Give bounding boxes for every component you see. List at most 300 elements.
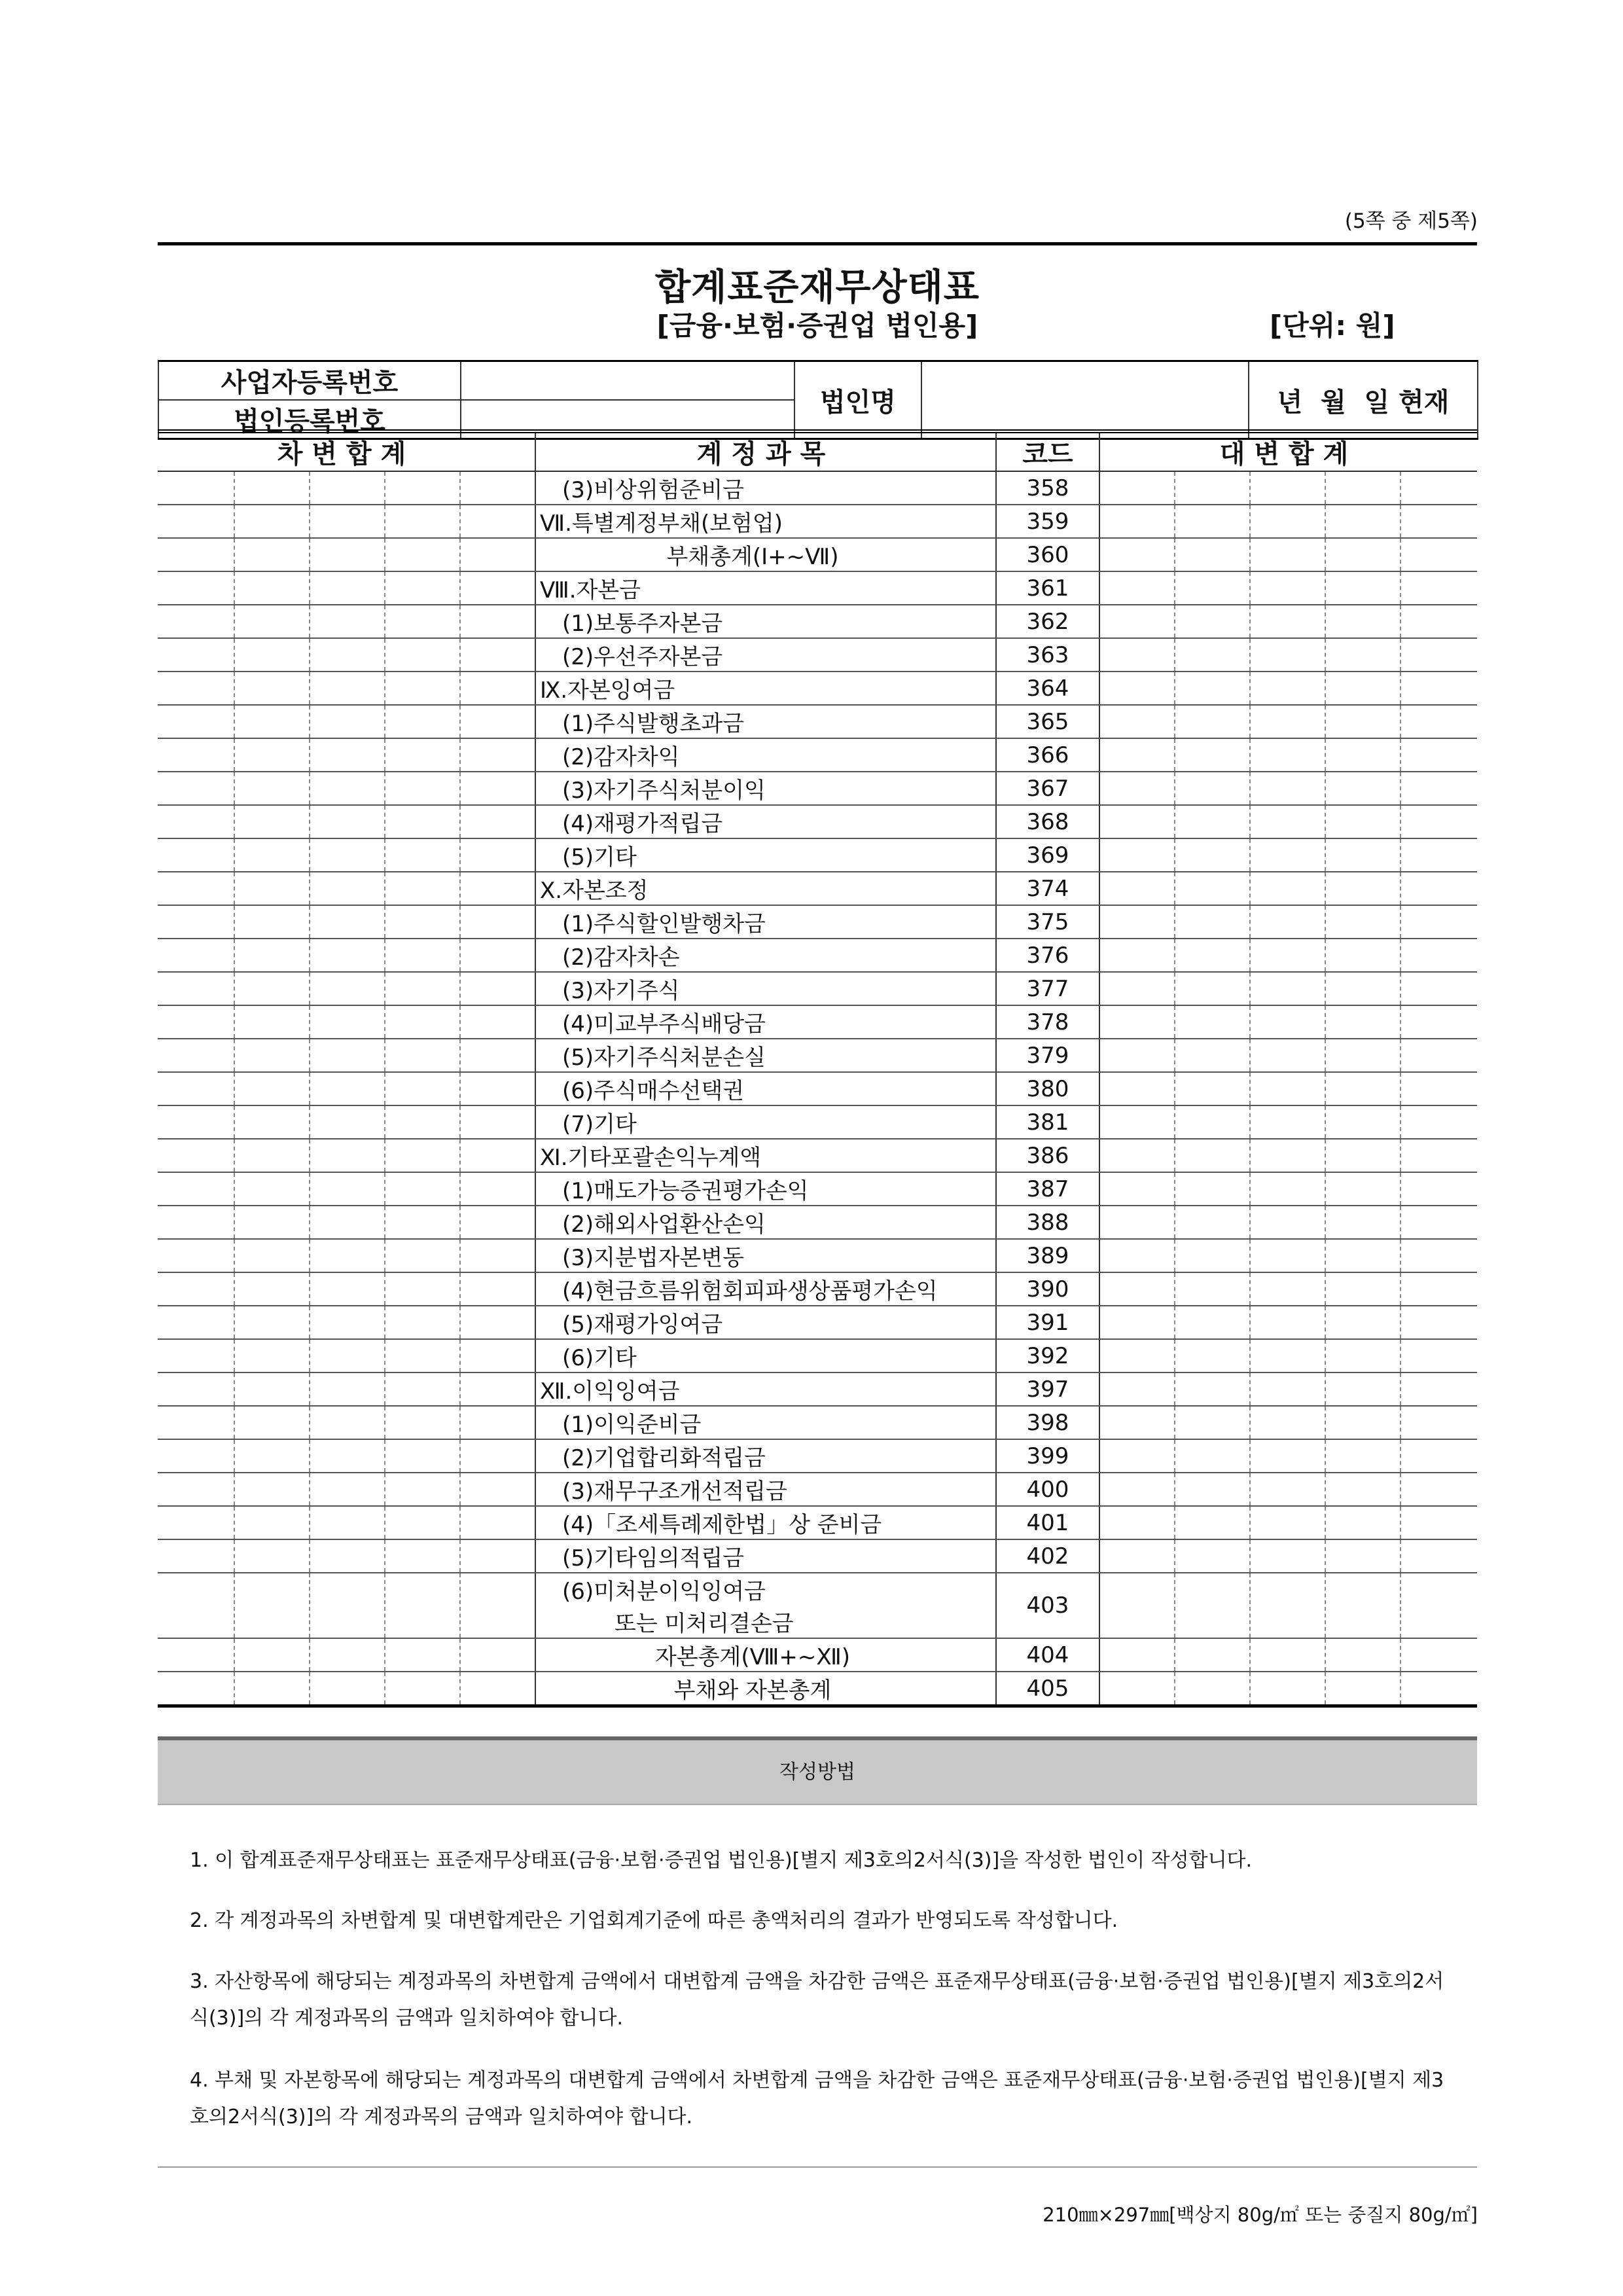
credit-amount-cell[interactable] bbox=[1325, 1638, 1400, 1672]
credit-amount-cell[interactable] bbox=[1250, 1172, 1325, 1206]
debit-amount-cell[interactable] bbox=[385, 505, 460, 538]
credit-amount-cell[interactable] bbox=[1400, 1105, 1477, 1139]
credit-amount-cell[interactable] bbox=[1175, 772, 1250, 805]
debit-amount-cell[interactable] bbox=[385, 738, 460, 772]
debit-amount-cell[interactable] bbox=[158, 1039, 234, 1072]
debit-amount-cell[interactable] bbox=[385, 1139, 460, 1172]
debit-amount-cell[interactable] bbox=[310, 872, 385, 905]
biz-reg-field[interactable] bbox=[461, 361, 794, 401]
debit-amount-cell[interactable] bbox=[460, 505, 535, 538]
credit-amount-cell[interactable] bbox=[1099, 838, 1175, 872]
debit-amount-cell[interactable] bbox=[158, 638, 234, 672]
debit-amount-cell[interactable] bbox=[385, 939, 460, 972]
credit-amount-cell[interactable] bbox=[1400, 1573, 1477, 1638]
debit-amount-cell[interactable] bbox=[234, 905, 310, 939]
debit-amount-cell[interactable] bbox=[234, 1139, 310, 1172]
credit-amount-cell[interactable] bbox=[1400, 1172, 1477, 1206]
debit-amount-cell[interactable] bbox=[158, 939, 234, 972]
credit-amount-cell[interactable] bbox=[1250, 1039, 1325, 1072]
credit-amount-cell[interactable] bbox=[1325, 805, 1400, 838]
credit-amount-cell[interactable] bbox=[1250, 1139, 1325, 1172]
credit-amount-cell[interactable] bbox=[1099, 805, 1175, 838]
debit-amount-cell[interactable] bbox=[385, 1439, 460, 1473]
debit-amount-cell[interactable] bbox=[158, 605, 234, 638]
credit-amount-cell[interactable] bbox=[1175, 1506, 1250, 1539]
credit-amount-cell[interactable] bbox=[1250, 1206, 1325, 1239]
credit-amount-cell[interactable] bbox=[1175, 838, 1250, 872]
credit-amount-cell[interactable] bbox=[1175, 1039, 1250, 1072]
debit-amount-cell[interactable] bbox=[385, 1506, 460, 1539]
credit-amount-cell[interactable] bbox=[1325, 1105, 1400, 1139]
credit-amount-cell[interactable] bbox=[1325, 538, 1400, 571]
credit-amount-cell[interactable] bbox=[1099, 638, 1175, 672]
debit-amount-cell[interactable] bbox=[158, 1139, 234, 1172]
credit-amount-cell[interactable] bbox=[1325, 1539, 1400, 1573]
debit-amount-cell[interactable] bbox=[234, 471, 310, 505]
credit-amount-cell[interactable] bbox=[1175, 905, 1250, 939]
credit-amount-cell[interactable] bbox=[1250, 1239, 1325, 1272]
credit-amount-cell[interactable] bbox=[1250, 638, 1325, 672]
credit-amount-cell[interactable] bbox=[1325, 1672, 1400, 1706]
debit-amount-cell[interactable] bbox=[460, 1005, 535, 1039]
credit-amount-cell[interactable] bbox=[1099, 1372, 1175, 1406]
credit-amount-cell[interactable] bbox=[1400, 1206, 1477, 1239]
debit-amount-cell[interactable] bbox=[158, 1573, 234, 1638]
debit-amount-cell[interactable] bbox=[234, 872, 310, 905]
debit-amount-cell[interactable] bbox=[158, 1539, 234, 1573]
credit-amount-cell[interactable] bbox=[1250, 505, 1325, 538]
debit-amount-cell[interactable] bbox=[158, 505, 234, 538]
debit-amount-cell[interactable] bbox=[158, 805, 234, 838]
credit-amount-cell[interactable] bbox=[1099, 1473, 1175, 1506]
credit-amount-cell[interactable] bbox=[1400, 872, 1477, 905]
debit-amount-cell[interactable] bbox=[310, 972, 385, 1005]
credit-amount-cell[interactable] bbox=[1099, 872, 1175, 905]
debit-amount-cell[interactable] bbox=[310, 838, 385, 872]
debit-amount-cell[interactable] bbox=[385, 1573, 460, 1638]
debit-amount-cell[interactable] bbox=[234, 1239, 310, 1272]
credit-amount-cell[interactable] bbox=[1400, 705, 1477, 738]
debit-amount-cell[interactable] bbox=[234, 1439, 310, 1473]
debit-amount-cell[interactable] bbox=[310, 538, 385, 571]
credit-amount-cell[interactable] bbox=[1099, 1672, 1175, 1706]
debit-amount-cell[interactable] bbox=[158, 1506, 234, 1539]
credit-amount-cell[interactable] bbox=[1325, 1573, 1400, 1638]
credit-amount-cell[interactable] bbox=[1325, 672, 1400, 705]
debit-amount-cell[interactable] bbox=[234, 1072, 310, 1105]
debit-amount-cell[interactable] bbox=[234, 605, 310, 638]
debit-amount-cell[interactable] bbox=[385, 972, 460, 1005]
credit-amount-cell[interactable] bbox=[1400, 1506, 1477, 1539]
credit-amount-cell[interactable] bbox=[1400, 838, 1477, 872]
debit-amount-cell[interactable] bbox=[460, 1473, 535, 1506]
credit-amount-cell[interactable] bbox=[1325, 905, 1400, 939]
credit-amount-cell[interactable] bbox=[1250, 1005, 1325, 1039]
credit-amount-cell[interactable] bbox=[1400, 605, 1477, 638]
debit-amount-cell[interactable] bbox=[158, 1072, 234, 1105]
debit-amount-cell[interactable] bbox=[385, 1206, 460, 1239]
debit-amount-cell[interactable] bbox=[310, 1339, 385, 1372]
debit-amount-cell[interactable] bbox=[385, 1172, 460, 1206]
credit-amount-cell[interactable] bbox=[1400, 1239, 1477, 1272]
debit-amount-cell[interactable] bbox=[158, 538, 234, 571]
credit-amount-cell[interactable] bbox=[1099, 672, 1175, 705]
debit-amount-cell[interactable] bbox=[385, 872, 460, 905]
debit-amount-cell[interactable] bbox=[385, 1638, 460, 1672]
debit-amount-cell[interactable] bbox=[460, 1638, 535, 1672]
debit-amount-cell[interactable] bbox=[310, 1406, 385, 1439]
credit-amount-cell[interactable] bbox=[1400, 1005, 1477, 1039]
debit-amount-cell[interactable] bbox=[460, 905, 535, 939]
debit-amount-cell[interactable] bbox=[310, 1638, 385, 1672]
credit-amount-cell[interactable] bbox=[1400, 1406, 1477, 1439]
credit-amount-cell[interactable] bbox=[1099, 1139, 1175, 1172]
credit-amount-cell[interactable] bbox=[1400, 1672, 1477, 1706]
credit-amount-cell[interactable] bbox=[1175, 1573, 1250, 1638]
credit-amount-cell[interactable] bbox=[1250, 838, 1325, 872]
debit-amount-cell[interactable] bbox=[310, 471, 385, 505]
credit-amount-cell[interactable] bbox=[1175, 538, 1250, 571]
credit-amount-cell[interactable] bbox=[1175, 505, 1250, 538]
credit-amount-cell[interactable] bbox=[1099, 1039, 1175, 1072]
credit-amount-cell[interactable] bbox=[1099, 1105, 1175, 1139]
debit-amount-cell[interactable] bbox=[385, 905, 460, 939]
debit-amount-cell[interactable] bbox=[310, 571, 385, 605]
debit-amount-cell[interactable] bbox=[234, 1638, 310, 1672]
credit-amount-cell[interactable] bbox=[1099, 1239, 1175, 1272]
debit-amount-cell[interactable] bbox=[158, 1672, 234, 1706]
debit-amount-cell[interactable] bbox=[310, 605, 385, 638]
credit-amount-cell[interactable] bbox=[1175, 1473, 1250, 1506]
debit-amount-cell[interactable] bbox=[460, 1672, 535, 1706]
credit-amount-cell[interactable] bbox=[1325, 972, 1400, 1005]
credit-amount-cell[interactable] bbox=[1325, 1506, 1400, 1539]
debit-amount-cell[interactable] bbox=[310, 1139, 385, 1172]
credit-amount-cell[interactable] bbox=[1400, 738, 1477, 772]
debit-amount-cell[interactable] bbox=[158, 1272, 234, 1306]
debit-amount-cell[interactable] bbox=[460, 805, 535, 838]
debit-amount-cell[interactable] bbox=[234, 672, 310, 705]
credit-amount-cell[interactable] bbox=[1175, 1672, 1250, 1706]
credit-amount-cell[interactable] bbox=[1325, 1139, 1400, 1172]
credit-amount-cell[interactable] bbox=[1325, 1172, 1400, 1206]
credit-amount-cell[interactable] bbox=[1250, 1105, 1325, 1139]
debit-amount-cell[interactable] bbox=[385, 772, 460, 805]
credit-amount-cell[interactable] bbox=[1099, 1506, 1175, 1539]
debit-amount-cell[interactable] bbox=[234, 1406, 310, 1439]
debit-amount-cell[interactable] bbox=[234, 805, 310, 838]
credit-amount-cell[interactable] bbox=[1175, 1072, 1250, 1105]
credit-amount-cell[interactable] bbox=[1325, 1005, 1400, 1039]
credit-amount-cell[interactable] bbox=[1250, 672, 1325, 705]
debit-amount-cell[interactable] bbox=[310, 805, 385, 838]
credit-amount-cell[interactable] bbox=[1400, 1039, 1477, 1072]
debit-amount-cell[interactable] bbox=[234, 1539, 310, 1573]
credit-amount-cell[interactable] bbox=[1175, 1239, 1250, 1272]
debit-amount-cell[interactable] bbox=[310, 1005, 385, 1039]
credit-amount-cell[interactable] bbox=[1325, 1239, 1400, 1272]
corp-name-field[interactable] bbox=[921, 361, 1249, 439]
credit-amount-cell[interactable] bbox=[1400, 772, 1477, 805]
credit-amount-cell[interactable] bbox=[1325, 738, 1400, 772]
credit-amount-cell[interactable] bbox=[1250, 1638, 1325, 1672]
debit-amount-cell[interactable] bbox=[310, 939, 385, 972]
credit-amount-cell[interactable] bbox=[1099, 972, 1175, 1005]
credit-amount-cell[interactable] bbox=[1325, 1339, 1400, 1372]
debit-amount-cell[interactable] bbox=[234, 838, 310, 872]
credit-amount-cell[interactable] bbox=[1250, 1473, 1325, 1506]
debit-amount-cell[interactable] bbox=[385, 672, 460, 705]
debit-amount-cell[interactable] bbox=[460, 471, 535, 505]
debit-amount-cell[interactable] bbox=[158, 471, 234, 505]
debit-amount-cell[interactable] bbox=[460, 705, 535, 738]
debit-amount-cell[interactable] bbox=[158, 1206, 234, 1239]
credit-amount-cell[interactable] bbox=[1250, 905, 1325, 939]
credit-amount-cell[interactable] bbox=[1325, 1406, 1400, 1439]
debit-amount-cell[interactable] bbox=[460, 1139, 535, 1172]
debit-amount-cell[interactable] bbox=[385, 1406, 460, 1439]
debit-amount-cell[interactable] bbox=[310, 905, 385, 939]
debit-amount-cell[interactable] bbox=[460, 605, 535, 638]
credit-amount-cell[interactable] bbox=[1400, 571, 1477, 605]
credit-amount-cell[interactable] bbox=[1250, 1272, 1325, 1306]
credit-amount-cell[interactable] bbox=[1175, 1272, 1250, 1306]
debit-amount-cell[interactable] bbox=[310, 1239, 385, 1272]
debit-amount-cell[interactable] bbox=[234, 1506, 310, 1539]
credit-amount-cell[interactable] bbox=[1175, 1306, 1250, 1339]
credit-amount-cell[interactable] bbox=[1325, 1372, 1400, 1406]
debit-amount-cell[interactable] bbox=[460, 1339, 535, 1372]
debit-amount-cell[interactable] bbox=[234, 571, 310, 605]
debit-amount-cell[interactable] bbox=[158, 1372, 234, 1406]
debit-amount-cell[interactable] bbox=[460, 738, 535, 772]
credit-amount-cell[interactable] bbox=[1099, 1206, 1175, 1239]
debit-amount-cell[interactable] bbox=[234, 538, 310, 571]
credit-amount-cell[interactable] bbox=[1400, 1638, 1477, 1672]
debit-amount-cell[interactable] bbox=[310, 1672, 385, 1706]
credit-amount-cell[interactable] bbox=[1250, 772, 1325, 805]
credit-amount-cell[interactable] bbox=[1099, 1272, 1175, 1306]
credit-amount-cell[interactable] bbox=[1325, 1272, 1400, 1306]
credit-amount-cell[interactable] bbox=[1250, 1406, 1325, 1439]
credit-amount-cell[interactable] bbox=[1250, 1506, 1325, 1539]
debit-amount-cell[interactable] bbox=[234, 738, 310, 772]
credit-amount-cell[interactable] bbox=[1175, 1139, 1250, 1172]
credit-amount-cell[interactable] bbox=[1325, 838, 1400, 872]
credit-amount-cell[interactable] bbox=[1175, 1206, 1250, 1239]
debit-amount-cell[interactable] bbox=[158, 1406, 234, 1439]
debit-amount-cell[interactable] bbox=[385, 838, 460, 872]
credit-amount-cell[interactable] bbox=[1400, 972, 1477, 1005]
debit-amount-cell[interactable] bbox=[460, 838, 535, 872]
credit-amount-cell[interactable] bbox=[1400, 939, 1477, 972]
debit-amount-cell[interactable] bbox=[310, 1539, 385, 1573]
credit-amount-cell[interactable] bbox=[1400, 1439, 1477, 1473]
credit-amount-cell[interactable] bbox=[1400, 1473, 1477, 1506]
debit-amount-cell[interactable] bbox=[460, 1539, 535, 1573]
credit-amount-cell[interactable] bbox=[1400, 905, 1477, 939]
debit-amount-cell[interactable] bbox=[385, 1072, 460, 1105]
credit-amount-cell[interactable] bbox=[1325, 571, 1400, 605]
debit-amount-cell[interactable] bbox=[310, 1105, 385, 1139]
debit-amount-cell[interactable] bbox=[460, 1206, 535, 1239]
credit-amount-cell[interactable] bbox=[1175, 805, 1250, 838]
credit-amount-cell[interactable] bbox=[1325, 605, 1400, 638]
debit-amount-cell[interactable] bbox=[460, 1272, 535, 1306]
debit-amount-cell[interactable] bbox=[460, 1239, 535, 1272]
debit-amount-cell[interactable] bbox=[234, 1372, 310, 1406]
credit-amount-cell[interactable] bbox=[1099, 705, 1175, 738]
debit-amount-cell[interactable] bbox=[234, 1206, 310, 1239]
credit-amount-cell[interactable] bbox=[1400, 538, 1477, 571]
debit-amount-cell[interactable] bbox=[460, 1439, 535, 1473]
credit-amount-cell[interactable] bbox=[1325, 471, 1400, 505]
debit-amount-cell[interactable] bbox=[460, 1506, 535, 1539]
debit-amount-cell[interactable] bbox=[460, 972, 535, 1005]
credit-amount-cell[interactable] bbox=[1175, 1439, 1250, 1473]
credit-amount-cell[interactable] bbox=[1175, 471, 1250, 505]
debit-amount-cell[interactable] bbox=[158, 1473, 234, 1506]
debit-amount-cell[interactable] bbox=[310, 1272, 385, 1306]
credit-amount-cell[interactable] bbox=[1099, 772, 1175, 805]
debit-amount-cell[interactable] bbox=[158, 1638, 234, 1672]
debit-amount-cell[interactable] bbox=[385, 605, 460, 638]
debit-amount-cell[interactable] bbox=[158, 872, 234, 905]
credit-amount-cell[interactable] bbox=[1099, 1573, 1175, 1638]
credit-amount-cell[interactable] bbox=[1400, 1339, 1477, 1372]
credit-amount-cell[interactable] bbox=[1250, 939, 1325, 972]
credit-amount-cell[interactable] bbox=[1175, 1105, 1250, 1139]
credit-amount-cell[interactable] bbox=[1175, 672, 1250, 705]
debit-amount-cell[interactable] bbox=[158, 571, 234, 605]
credit-amount-cell[interactable] bbox=[1400, 638, 1477, 672]
debit-amount-cell[interactable] bbox=[460, 1372, 535, 1406]
credit-amount-cell[interactable] bbox=[1325, 1306, 1400, 1339]
debit-amount-cell[interactable] bbox=[385, 638, 460, 672]
credit-amount-cell[interactable] bbox=[1099, 1005, 1175, 1039]
credit-amount-cell[interactable] bbox=[1250, 705, 1325, 738]
debit-amount-cell[interactable] bbox=[385, 571, 460, 605]
debit-amount-cell[interactable] bbox=[460, 638, 535, 672]
debit-amount-cell[interactable] bbox=[158, 738, 234, 772]
credit-amount-cell[interactable] bbox=[1400, 1272, 1477, 1306]
debit-amount-cell[interactable] bbox=[385, 1039, 460, 1072]
credit-amount-cell[interactable] bbox=[1099, 1339, 1175, 1372]
credit-amount-cell[interactable] bbox=[1099, 1172, 1175, 1206]
credit-amount-cell[interactable] bbox=[1325, 638, 1400, 672]
debit-amount-cell[interactable] bbox=[234, 1306, 310, 1339]
debit-amount-cell[interactable] bbox=[460, 872, 535, 905]
debit-amount-cell[interactable] bbox=[460, 1573, 535, 1638]
credit-amount-cell[interactable] bbox=[1099, 1638, 1175, 1672]
credit-amount-cell[interactable] bbox=[1325, 1206, 1400, 1239]
debit-amount-cell[interactable] bbox=[310, 1506, 385, 1539]
credit-amount-cell[interactable] bbox=[1250, 571, 1325, 605]
debit-amount-cell[interactable] bbox=[310, 1206, 385, 1239]
debit-amount-cell[interactable] bbox=[158, 1239, 234, 1272]
debit-amount-cell[interactable] bbox=[310, 738, 385, 772]
credit-amount-cell[interactable] bbox=[1175, 1372, 1250, 1406]
debit-amount-cell[interactable] bbox=[385, 1306, 460, 1339]
credit-amount-cell[interactable] bbox=[1250, 738, 1325, 772]
debit-amount-cell[interactable] bbox=[385, 1239, 460, 1272]
credit-amount-cell[interactable] bbox=[1175, 1539, 1250, 1573]
debit-amount-cell[interactable] bbox=[158, 1439, 234, 1473]
credit-amount-cell[interactable] bbox=[1175, 1638, 1250, 1672]
debit-amount-cell[interactable] bbox=[385, 805, 460, 838]
debit-amount-cell[interactable] bbox=[310, 1473, 385, 1506]
debit-amount-cell[interactable] bbox=[460, 1105, 535, 1139]
debit-amount-cell[interactable] bbox=[158, 772, 234, 805]
credit-amount-cell[interactable] bbox=[1250, 605, 1325, 638]
credit-amount-cell[interactable] bbox=[1325, 772, 1400, 805]
debit-amount-cell[interactable] bbox=[158, 838, 234, 872]
debit-amount-cell[interactable] bbox=[158, 905, 234, 939]
credit-amount-cell[interactable] bbox=[1250, 1439, 1325, 1473]
debit-amount-cell[interactable] bbox=[234, 1272, 310, 1306]
debit-amount-cell[interactable] bbox=[234, 1339, 310, 1372]
debit-amount-cell[interactable] bbox=[234, 705, 310, 738]
credit-amount-cell[interactable] bbox=[1400, 505, 1477, 538]
debit-amount-cell[interactable] bbox=[385, 1473, 460, 1506]
credit-amount-cell[interactable] bbox=[1099, 571, 1175, 605]
debit-amount-cell[interactable] bbox=[310, 1573, 385, 1638]
date-label[interactable]: 년 월 일 현재 bbox=[1249, 361, 1478, 439]
credit-amount-cell[interactable] bbox=[1099, 1439, 1175, 1473]
debit-amount-cell[interactable] bbox=[310, 1439, 385, 1473]
debit-amount-cell[interactable] bbox=[385, 1272, 460, 1306]
credit-amount-cell[interactable] bbox=[1099, 1406, 1175, 1439]
credit-amount-cell[interactable] bbox=[1250, 872, 1325, 905]
credit-amount-cell[interactable] bbox=[1400, 805, 1477, 838]
debit-amount-cell[interactable] bbox=[234, 1005, 310, 1039]
credit-amount-cell[interactable] bbox=[1099, 605, 1175, 638]
credit-amount-cell[interactable] bbox=[1099, 1539, 1175, 1573]
credit-amount-cell[interactable] bbox=[1099, 538, 1175, 571]
credit-amount-cell[interactable] bbox=[1400, 471, 1477, 505]
credit-amount-cell[interactable] bbox=[1250, 1573, 1325, 1638]
debit-amount-cell[interactable] bbox=[158, 1306, 234, 1339]
debit-amount-cell[interactable] bbox=[158, 672, 234, 705]
debit-amount-cell[interactable] bbox=[310, 1172, 385, 1206]
debit-amount-cell[interactable] bbox=[158, 1172, 234, 1206]
debit-amount-cell[interactable] bbox=[234, 505, 310, 538]
credit-amount-cell[interactable] bbox=[1400, 1306, 1477, 1339]
debit-amount-cell[interactable] bbox=[385, 1339, 460, 1372]
debit-amount-cell[interactable] bbox=[385, 1105, 460, 1139]
credit-amount-cell[interactable] bbox=[1099, 471, 1175, 505]
credit-amount-cell[interactable] bbox=[1250, 1672, 1325, 1706]
credit-amount-cell[interactable] bbox=[1175, 872, 1250, 905]
debit-amount-cell[interactable] bbox=[385, 471, 460, 505]
credit-amount-cell[interactable] bbox=[1099, 505, 1175, 538]
debit-amount-cell[interactable] bbox=[310, 638, 385, 672]
credit-amount-cell[interactable] bbox=[1250, 805, 1325, 838]
debit-amount-cell[interactable] bbox=[460, 1406, 535, 1439]
debit-amount-cell[interactable] bbox=[385, 705, 460, 738]
credit-amount-cell[interactable] bbox=[1250, 1339, 1325, 1372]
debit-amount-cell[interactable] bbox=[310, 705, 385, 738]
credit-amount-cell[interactable] bbox=[1175, 638, 1250, 672]
debit-amount-cell[interactable] bbox=[234, 1105, 310, 1139]
credit-amount-cell[interactable] bbox=[1325, 1439, 1400, 1473]
debit-amount-cell[interactable] bbox=[158, 1105, 234, 1139]
credit-amount-cell[interactable] bbox=[1325, 939, 1400, 972]
credit-amount-cell[interactable] bbox=[1325, 705, 1400, 738]
debit-amount-cell[interactable] bbox=[460, 672, 535, 705]
debit-amount-cell[interactable] bbox=[460, 1172, 535, 1206]
credit-amount-cell[interactable] bbox=[1099, 1306, 1175, 1339]
